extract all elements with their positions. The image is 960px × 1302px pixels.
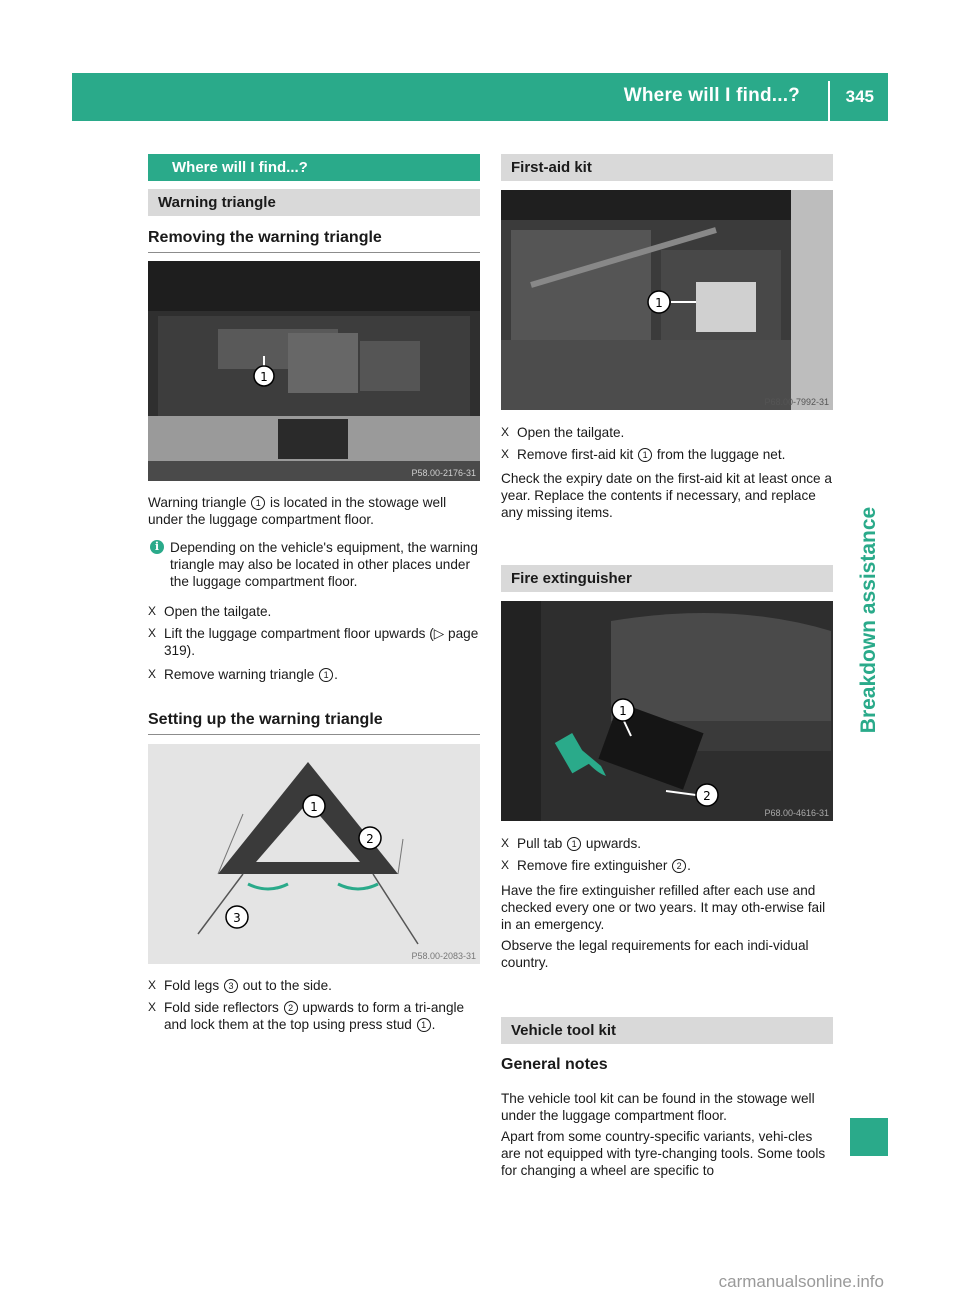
image-callout-1: 1 <box>619 704 627 718</box>
header-title: Where will I find...? <box>623 85 800 106</box>
step-arrow-icon: X <box>148 604 157 618</box>
step-arrow-icon: X <box>148 1000 157 1014</box>
side-tab <box>850 460 888 780</box>
callout-1: 1 <box>319 668 333 682</box>
step-fold-reflectors: X Fold side reflectors 2 upwards to form a tri-angle and lock them at the top using press stud 1 . <box>148 1000 465 1032</box>
step-arrow-icon: X <box>148 626 157 640</box>
paragraph-triangle-location: Warning triangle 1 is located in the stowage well under the luggage compartment floor. <box>148 495 447 527</box>
first-aid-illustration <box>501 190 833 410</box>
luggage-floor-image <box>148 261 480 481</box>
step-remove-first-aid: X Remove first-aid kit 1 from the luggage net. <box>501 447 786 462</box>
step-lift-floor: X Lift the luggage compartment floor upwards (▷ page 319). <box>148 626 479 658</box>
luggage-floor-illustration <box>148 261 480 481</box>
step-arrow-icon: X <box>501 858 510 872</box>
image-callout-3: 3 <box>233 911 241 925</box>
step-remove-extinguisher: X Remove fire extinguisher 2 . <box>501 858 691 873</box>
step-pull-tab: X Pull tab 1 upwards. <box>501 836 642 851</box>
subsection-fire-extinguisher: Fire extinguisher <box>501 565 833 592</box>
subsection-vehicle-tool-kit: Vehicle tool kit <box>501 1017 833 1044</box>
subsection-warning-triangle: Warning triangle <box>148 189 480 216</box>
image-callout-1: 1 <box>260 370 268 384</box>
header-bar <box>72 73 888 121</box>
heading-setting-up-triangle: Setting up the warning triangle <box>148 711 480 735</box>
step-arrow-icon: X <box>501 447 510 461</box>
step-arrow-icon: X <box>501 836 510 850</box>
image-code: P58.00-2176-31 <box>411 468 476 478</box>
triangle-illustration <box>148 744 480 964</box>
callout-2: 2 <box>284 1001 298 1015</box>
page-ref-icon: ▷ <box>433 626 445 641</box>
paragraph-legal: Observe the legal requirements for each indi-vidual country. <box>501 938 809 970</box>
side-marker <box>850 1118 888 1156</box>
step-fold-legs: X Fold legs 3 out to the side. <box>148 978 332 993</box>
first-aid-image <box>501 190 833 410</box>
step-remove-triangle: X Remove warning triangle 1 . <box>148 667 338 682</box>
callout-3: 3 <box>224 979 238 993</box>
step-arrow-icon: X <box>148 667 157 681</box>
callout-2: 2 <box>672 859 686 873</box>
callout-1: 1 <box>567 837 581 851</box>
callout-1: 1 <box>251 496 265 510</box>
section-title: Where will I find...? <box>148 154 480 181</box>
image-callout-2: 2 <box>703 789 711 803</box>
callout-1: 1 <box>417 1018 431 1032</box>
image-code: P68.00-4616-31 <box>764 808 829 818</box>
image-callout-1: 1 <box>310 800 318 814</box>
triangle-image <box>148 744 480 964</box>
info-note: i Depending on the vehicle's equipment, the warning triangle may also be located in other places under the luggage compartment floor. <box>148 539 480 590</box>
page-ref-link[interactable]: page 319). <box>164 626 479 658</box>
paragraph-refill: Have the fire extinguisher refilled after each use and checked every one or two years. It may oth-erwise fail in an emergency. <box>501 883 826 932</box>
fire-extinguisher-illustration <box>501 601 833 821</box>
paragraph-tool-kit-location: The vehicle tool kit can be found in the stowage well under the luggage compartment floor. <box>501 1091 815 1123</box>
side-tab-label: Breakdown assistance <box>857 506 880 734</box>
step-arrow-icon: X <box>501 425 510 439</box>
step-arrow-icon: X <box>148 978 157 992</box>
image-callout-1: 1 <box>655 296 663 310</box>
heading-removing-triangle: Removing the warning triangle <box>148 229 480 253</box>
heading-general-notes: General notes <box>501 1056 608 1073</box>
callout-1: 1 <box>638 448 652 462</box>
paragraph-tyre-tools: Apart from some country-specific variants, vehi-cles are not equipped with tyre-changing tools. Some tools for changing a wheel are specific to <box>501 1129 826 1178</box>
page-number: 345 <box>845 87 874 106</box>
header-divider <box>828 81 830 121</box>
info-icon: i <box>150 540 164 554</box>
step-open-tailgate-2: X Open the tailgate. <box>501 425 625 440</box>
subsection-first-aid: First-aid kit <box>501 154 833 181</box>
image-code: P58.00-2083-31 <box>411 951 476 961</box>
image-code: P68.00-7992-31 <box>764 397 829 407</box>
step-open-tailgate: X Open the tailgate. <box>148 604 272 619</box>
fire-extinguisher-image <box>501 601 833 821</box>
watermark: carmanualsonline.info <box>718 1272 884 1291</box>
image-callout-2: 2 <box>366 832 374 846</box>
paragraph-first-aid-check: Check the expiry date on the first-aid kit at least once a year. Replace the contents if necessary, and replace any missing items. <box>501 471 832 520</box>
